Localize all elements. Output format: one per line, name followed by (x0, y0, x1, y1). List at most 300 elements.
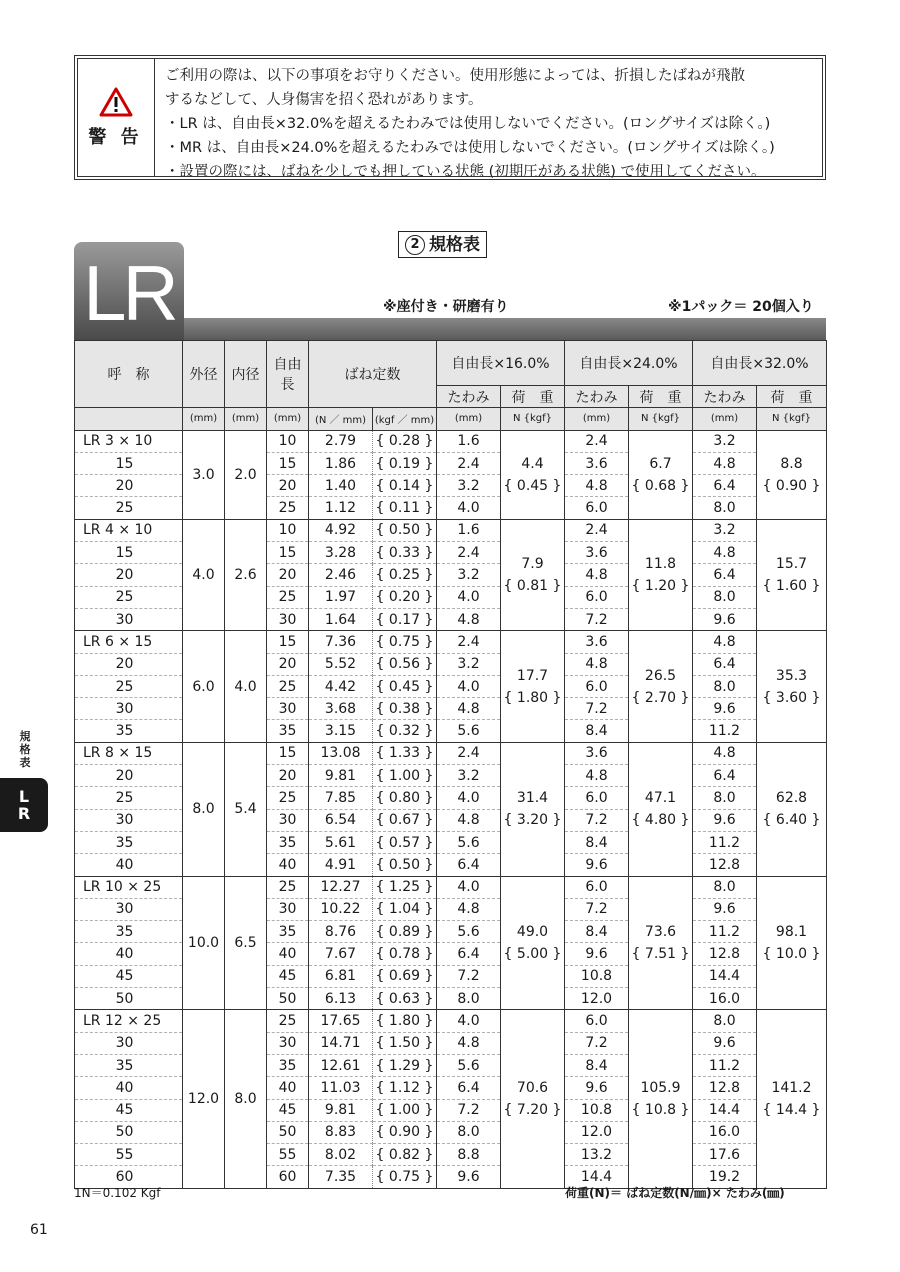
table-row (75, 1010, 827, 1032)
deflection-32: 8.0 (693, 675, 757, 697)
deflection-32: 4.8 (693, 742, 757, 764)
load-32-n: 15.7 (775, 556, 808, 573)
deflection-32: 6.4 (693, 765, 757, 787)
warning-line: するなどして、人身傷害を招く恐れがあります。 (165, 92, 483, 108)
load-16-n: 49.0 (516, 923, 549, 940)
col-defl: たわみ (693, 386, 757, 408)
deflection-24: 6.0 (565, 675, 629, 697)
col-load: 荷 重 (501, 386, 565, 408)
deflection-32: 8.0 (693, 876, 757, 898)
deflection-24: 8.4 (565, 921, 629, 943)
rate-n: 5.61 (309, 831, 373, 853)
inner-diameter: 2.6 (225, 519, 267, 630)
section-number: 2 (405, 235, 425, 255)
rate-kgf (373, 586, 437, 608)
note-pack: ※1パック＝ 20個入り (668, 299, 814, 315)
free-length: 25 (267, 675, 309, 697)
deflection-16: 7.2 (437, 965, 501, 987)
deflection-32: 14.4 (693, 965, 757, 987)
deflection-16: 5.6 (437, 720, 501, 742)
rate-kgf (373, 564, 437, 586)
deflection-16: 6.4 (437, 1077, 501, 1099)
free-length: 40 (267, 854, 309, 876)
deflection-32: 8.0 (693, 497, 757, 519)
deflection-16: 6.4 (437, 854, 501, 876)
deflection-24: 9.6 (565, 854, 629, 876)
rate-kgf-value: { 0.69 } (376, 968, 434, 984)
deflection-32: 8.0 (693, 1010, 757, 1032)
rate-n: 8.02 (309, 1144, 373, 1166)
free-length: 15 (267, 742, 309, 764)
load-24-n: 47.1 (644, 790, 677, 807)
rate-n: 9.81 (309, 765, 373, 787)
unit (75, 408, 183, 430)
free-length: 50 (267, 1121, 309, 1143)
spring-name: 40 (75, 854, 183, 876)
deflection-16: 1.6 (437, 519, 501, 541)
outer-diameter: 12.0 (183, 1010, 225, 1188)
load-16-kgf: { 1.80 } (501, 687, 564, 709)
spring-name: 30 (75, 608, 183, 630)
deflection-24: 6.0 (565, 787, 629, 809)
rate-kgf-value: { 0.17 } (376, 612, 434, 628)
load-16 (501, 1010, 565, 1188)
rate-kgf-value: { 1.00 } (376, 768, 434, 784)
rate-n: 3.15 (309, 720, 373, 742)
table-row (75, 430, 827, 452)
deflection-24: 4.8 (565, 653, 629, 675)
rate-kgf-value: { 0.63 } (376, 991, 434, 1007)
rate-kgf-value: { 0.33 } (376, 545, 434, 561)
unit: N {kgf} (501, 408, 565, 430)
deflection-24: 2.4 (565, 519, 629, 541)
outer-diameter: 3.0 (183, 430, 225, 519)
free-length: 35 (267, 831, 309, 853)
rate-kgf (373, 765, 437, 787)
deflection-24: 9.6 (565, 1077, 629, 1099)
rate-kgf-value: { 0.20 } (376, 589, 434, 605)
rate-kgf (373, 876, 437, 898)
free-length: 10 (267, 519, 309, 541)
load-32 (757, 876, 827, 1010)
deflection-24: 3.6 (565, 542, 629, 564)
section-title-text: 規格表 (429, 234, 480, 255)
rate-kgf (373, 542, 437, 564)
deflection-16: 4.0 (437, 675, 501, 697)
series-badge-text: LR (83, 249, 175, 337)
spring-name: LR 8 × 15 (75, 742, 183, 764)
unit: (mm) (437, 408, 501, 430)
spring-name: 25 (75, 787, 183, 809)
spring-name: 45 (75, 1099, 183, 1121)
inner-diameter: 6.5 (225, 876, 267, 1010)
spring-name: 35 (75, 921, 183, 943)
col-def32: 自由長×32.0% (693, 341, 827, 386)
rate-kgf-value: { 0.90 } (376, 1124, 434, 1140)
spring-name: 45 (75, 965, 183, 987)
load-32-n: 35.3 (775, 667, 808, 684)
deflection-24: 12.0 (565, 1121, 629, 1143)
inner-diameter: 8.0 (225, 1010, 267, 1188)
free-length: 30 (267, 608, 309, 630)
rate-kgf (373, 631, 437, 653)
free-length: 35 (267, 921, 309, 943)
rate-kgf-value: { 0.11 } (376, 500, 434, 516)
deflection-32: 6.4 (693, 653, 757, 675)
warning-box (74, 55, 826, 180)
free-length: 20 (267, 475, 309, 497)
load-16-n: 17.7 (516, 667, 549, 684)
free-length: 55 (267, 1144, 309, 1166)
series-badge (74, 242, 184, 340)
rate-n: 17.65 (309, 1010, 373, 1032)
rate-kgf-value: { 0.14 } (376, 478, 434, 494)
warning-text (155, 56, 825, 179)
spring-name: 20 (75, 564, 183, 586)
deflection-16: 5.6 (437, 921, 501, 943)
spring-name: 20 (75, 475, 183, 497)
deflection-32: 16.0 (693, 988, 757, 1010)
deflection-16: 3.2 (437, 564, 501, 586)
deflection-32: 8.0 (693, 586, 757, 608)
free-length: 45 (267, 1099, 309, 1121)
load-24-n: 6.7 (649, 455, 672, 472)
deflection-24: 6.0 (565, 586, 629, 608)
rate-n: 9.81 (309, 1099, 373, 1121)
rate-n: 2.79 (309, 430, 373, 452)
deflection-16: 4.8 (437, 1032, 501, 1054)
unit: (kgf ／ mm) (373, 408, 437, 430)
deflection-32: 4.8 (693, 452, 757, 474)
side-tab-line: R (17, 804, 31, 823)
load-16-kgf: { 7.20 } (501, 1099, 564, 1121)
rate-kgf-value: { 0.32 } (376, 723, 434, 739)
deflection-16: 4.0 (437, 497, 501, 519)
warning-label: 警 告 (88, 126, 143, 148)
load-24-kgf: { 7.51 } (629, 943, 692, 965)
rate-n: 3.28 (309, 542, 373, 564)
rate-n: 12.27 (309, 876, 373, 898)
rate-kgf (373, 809, 437, 831)
spring-name: 50 (75, 1121, 183, 1143)
deflection-16: 2.4 (437, 542, 501, 564)
rate-kgf (373, 1121, 437, 1143)
rate-kgf (373, 698, 437, 720)
deflection-24: 8.4 (565, 1054, 629, 1076)
load-32-n: 8.8 (780, 455, 803, 472)
rate-n: 4.42 (309, 675, 373, 697)
deflection-16: 4.8 (437, 898, 501, 920)
deflection-32: 3.2 (693, 430, 757, 452)
load-24-kgf: { 10.8 } (629, 1099, 692, 1121)
unit: (mm) (183, 408, 225, 430)
rate-kgf (373, 720, 437, 742)
spec-table (74, 340, 827, 1189)
inner-diameter: 5.4 (225, 742, 267, 876)
load-24-kgf: { 0.68 } (629, 475, 692, 497)
deflection-24: 7.2 (565, 608, 629, 630)
load-24 (629, 631, 693, 742)
warning-triangle-icon (99, 87, 133, 117)
free-length: 20 (267, 653, 309, 675)
deflection-16: 4.8 (437, 608, 501, 630)
col-name: 呼 称 (75, 341, 183, 408)
unit: (mm) (565, 408, 629, 430)
spring-name: 35 (75, 720, 183, 742)
deflection-32: 9.6 (693, 698, 757, 720)
deflection-16: 4.8 (437, 698, 501, 720)
col-def16: 自由長×16.0% (437, 341, 565, 386)
col-rate: ばね定数 (309, 341, 437, 408)
rate-kgf-value: { 1.50 } (376, 1035, 434, 1051)
rate-kgf (373, 921, 437, 943)
deflection-16: 6.4 (437, 943, 501, 965)
free-length: 40 (267, 943, 309, 965)
free-length: 15 (267, 631, 309, 653)
free-length: 20 (267, 564, 309, 586)
header-bar (74, 318, 826, 340)
deflection-16: 4.0 (437, 876, 501, 898)
load-32-kgf: { 0.90 } (757, 475, 826, 497)
deflection-32: 12.8 (693, 943, 757, 965)
deflection-32: 14.4 (693, 1099, 757, 1121)
deflection-32: 19.2 (693, 1166, 757, 1188)
load-16-n: 7.9 (521, 556, 544, 573)
rate-n: 7.67 (309, 943, 373, 965)
load-24-n: 26.5 (644, 667, 677, 684)
rate-kgf (373, 608, 437, 630)
spring-name: 20 (75, 765, 183, 787)
footer-conversion: 1N＝0.102 Kgf (74, 1186, 161, 1200)
deflection-24: 8.4 (565, 720, 629, 742)
deflection-16: 4.0 (437, 1010, 501, 1032)
rate-kgf (373, 898, 437, 920)
load-32 (757, 742, 827, 876)
rate-kgf (373, 475, 437, 497)
rate-kgf (373, 653, 437, 675)
rate-kgf-value: { 0.82 } (376, 1147, 434, 1163)
deflection-32: 8.0 (693, 787, 757, 809)
rate-n: 6.13 (309, 988, 373, 1010)
deflection-24: 10.8 (565, 1099, 629, 1121)
footer-formula: 荷重(N)＝ ばね定数(N/㎜)× たわみ(㎜) (565, 1186, 785, 1200)
side-tab[interactable] (0, 778, 48, 832)
load-16-kgf: { 0.81 } (501, 575, 564, 597)
rate-kgf (373, 1144, 437, 1166)
rate-kgf (373, 430, 437, 452)
rate-n: 8.76 (309, 921, 373, 943)
rate-kgf-value: { 1.33 } (376, 745, 434, 761)
spring-name: 20 (75, 653, 183, 675)
load-16-kgf: { 0.45 } (501, 475, 564, 497)
side-tab-line: L (18, 787, 30, 806)
spring-name: 50 (75, 988, 183, 1010)
rate-kgf-value: { 0.50 } (376, 522, 434, 538)
deflection-24: 3.6 (565, 631, 629, 653)
spring-name: LR 12 × 25 (75, 1010, 183, 1032)
load-32 (757, 519, 827, 630)
load-32-kgf: { 1.60 } (757, 575, 826, 597)
free-length: 35 (267, 1054, 309, 1076)
deflection-16: 8.0 (437, 1121, 501, 1143)
rate-kgf (373, 831, 437, 853)
free-length: 35 (267, 720, 309, 742)
rate-n: 7.36 (309, 631, 373, 653)
deflection-24: 3.6 (565, 452, 629, 474)
spring-name: 40 (75, 943, 183, 965)
rate-kgf-value: { 0.80 } (376, 790, 434, 806)
rate-kgf (373, 675, 437, 697)
rate-kgf (373, 943, 437, 965)
rate-n: 11.03 (309, 1077, 373, 1099)
deflection-32: 12.8 (693, 854, 757, 876)
spring-name: 35 (75, 831, 183, 853)
spring-name: 25 (75, 586, 183, 608)
load-32 (757, 631, 827, 742)
rate-kgf (373, 452, 437, 474)
rate-kgf-value: { 0.56 } (376, 656, 434, 672)
deflection-24: 4.8 (565, 564, 629, 586)
deflection-24: 7.2 (565, 809, 629, 831)
load-16 (501, 430, 565, 519)
deflection-32: 9.6 (693, 809, 757, 831)
col-fl: 自由長 (267, 341, 309, 408)
free-length: 30 (267, 1032, 309, 1054)
deflection-16: 4.0 (437, 586, 501, 608)
spring-name: 55 (75, 1144, 183, 1166)
unit: (N ／ mm) (309, 408, 373, 430)
load-32-kgf: { 14.4 } (757, 1099, 826, 1121)
warning-line: ・LR は、自由長×32.0%を超えるたわみでは使用しないでください。(ロングサイズは除く。) (165, 116, 771, 132)
deflection-32: 9.6 (693, 608, 757, 630)
col-defl: たわみ (437, 386, 501, 408)
warning-line: ご利用の際は、以下の事項をお守りください。使用形態によっては、折損したばねが飛散 (165, 68, 745, 84)
rate-n: 1.40 (309, 475, 373, 497)
deflection-32: 16.0 (693, 1121, 757, 1143)
deflection-32: 17.6 (693, 1144, 757, 1166)
load-24 (629, 876, 693, 1010)
rate-n: 4.91 (309, 854, 373, 876)
deflection-24: 6.0 (565, 876, 629, 898)
free-length: 45 (267, 965, 309, 987)
load-24 (629, 430, 693, 519)
spring-name: 40 (75, 1077, 183, 1099)
deflection-24: 4.8 (565, 765, 629, 787)
spring-name: 25 (75, 675, 183, 697)
rate-n: 6.54 (309, 809, 373, 831)
rate-kgf-value: { 0.50 } (376, 857, 434, 873)
spring-name: 25 (75, 497, 183, 519)
rate-n: 8.83 (309, 1121, 373, 1143)
deflection-16: 3.2 (437, 765, 501, 787)
deflection-32: 6.4 (693, 564, 757, 586)
rate-kgf-value: { 1.00 } (376, 1102, 434, 1118)
col-od: 外径 (183, 341, 225, 408)
rate-kgf-value: { 0.45 } (376, 679, 434, 695)
deflection-16: 7.2 (437, 1099, 501, 1121)
warning-header (77, 58, 155, 177)
load-16 (501, 742, 565, 876)
load-32-n: 98.1 (775, 923, 808, 940)
rate-kgf-value: { 0.38 } (376, 701, 434, 717)
free-length: 25 (267, 497, 309, 519)
load-24-kgf: { 4.80 } (629, 809, 692, 831)
rate-kgf (373, 742, 437, 764)
rate-n: 1.64 (309, 608, 373, 630)
deflection-16: 8.8 (437, 1144, 501, 1166)
deflection-16: 9.6 (437, 1166, 501, 1188)
rate-kgf (373, 519, 437, 541)
deflection-24: 6.0 (565, 1010, 629, 1032)
free-length: 30 (267, 898, 309, 920)
deflection-16: 3.2 (437, 653, 501, 675)
table-row (75, 742, 827, 764)
deflection-16: 2.4 (437, 742, 501, 764)
rate-n: 12.61 (309, 1054, 373, 1076)
deflection-24: 4.8 (565, 475, 629, 497)
deflection-16: 5.6 (437, 831, 501, 853)
col-def24: 自由長×24.0% (565, 341, 693, 386)
free-length: 30 (267, 809, 309, 831)
rate-kgf-value: { 0.57 } (376, 835, 434, 851)
free-length: 10 (267, 430, 309, 452)
spring-name: 30 (75, 698, 183, 720)
load-16-kgf: { 5.00 } (501, 943, 564, 965)
table-row (75, 631, 827, 653)
spring-name: LR 6 × 15 (75, 631, 183, 653)
load-32-kgf: { 10.0 } (757, 943, 826, 965)
load-24-kgf: { 1.20 } (629, 575, 692, 597)
rate-kgf-value: { 1.25 } (376, 879, 434, 895)
deflection-24: 7.2 (565, 1032, 629, 1054)
free-length: 15 (267, 542, 309, 564)
warning-line: ・MR は、自由長×24.0%を超えるたわみでは使用しないでください。(ロングサイズは除く。) (165, 140, 775, 156)
warning-line: ・設置の際には、ばねを少しでも押している状態 (初期圧がある状態) で使用してください。 (165, 164, 766, 180)
rate-kgf (373, 854, 437, 876)
load-32-kgf: { 6.40 } (757, 809, 826, 831)
spec-table-body (75, 430, 827, 1188)
rate-n: 2.46 (309, 564, 373, 586)
outer-diameter: 10.0 (183, 876, 225, 1010)
load-24-kgf: { 2.70 } (629, 687, 692, 709)
deflection-32: 11.2 (693, 1054, 757, 1076)
outer-diameter: 4.0 (183, 519, 225, 630)
free-length: 30 (267, 698, 309, 720)
deflection-32: 3.2 (693, 519, 757, 541)
load-24-n: 11.8 (644, 556, 677, 573)
table-row (75, 876, 827, 898)
rate-n: 7.35 (309, 1166, 373, 1188)
inner-diameter: 2.0 (225, 430, 267, 519)
rate-kgf-value: { 0.25 } (376, 567, 434, 583)
rate-kgf (373, 965, 437, 987)
rate-kgf (373, 1077, 437, 1099)
free-length: 50 (267, 988, 309, 1010)
deflection-16: 2.4 (437, 452, 501, 474)
section-title (398, 231, 487, 258)
deflection-32: 9.6 (693, 898, 757, 920)
unit: N {kgf} (629, 408, 693, 430)
spring-name: LR 4 × 10 (75, 519, 183, 541)
outer-diameter: 8.0 (183, 742, 225, 876)
free-length: 20 (267, 765, 309, 787)
deflection-16: 4.0 (437, 787, 501, 809)
rate-kgf-value: { 0.67 } (376, 812, 434, 828)
free-length: 25 (267, 876, 309, 898)
rate-kgf (373, 1166, 437, 1188)
deflection-24: 7.2 (565, 898, 629, 920)
load-24 (629, 742, 693, 876)
